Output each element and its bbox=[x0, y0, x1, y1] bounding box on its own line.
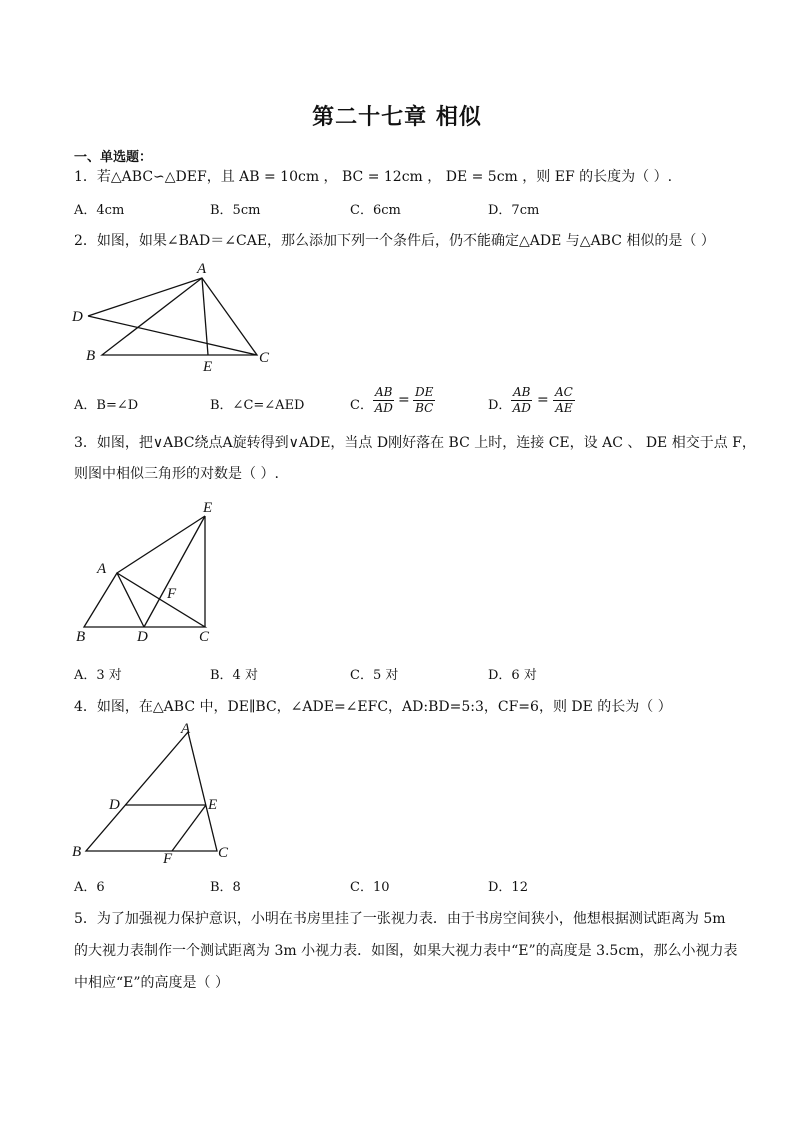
q3-option-c[interactable]: C．5 对 bbox=[350, 668, 399, 683]
question-2-text: 2．如图，如果∠BAD＝∠CAE，那么添加下列一个条件后，仍不能确定△ADE 与△ABC 相似的是（ ） bbox=[74, 233, 715, 249]
q4-label-a: A bbox=[181, 721, 191, 737]
q4-triangle-abc bbox=[86, 732, 217, 851]
q2-option-d-fraction-1: $\frac{AB}{AD}$ bbox=[512, 385, 531, 415]
q4-option-b[interactable]: B．8 bbox=[210, 880, 241, 895]
q4-label-f: F bbox=[163, 851, 173, 867]
q2-label-d: D bbox=[72, 309, 83, 325]
q4-option-d[interactable]: D．12 bbox=[488, 880, 528, 895]
q2-segment-ad bbox=[88, 278, 202, 316]
q4-label-e: E bbox=[208, 797, 218, 813]
q1-option-a[interactable]: A．4cm bbox=[74, 203, 125, 218]
q2-option-d-fraction-2: $\frac{AC}{AE}$ bbox=[555, 385, 573, 415]
q4-label-d: D bbox=[109, 797, 120, 813]
q4-label-c: C bbox=[218, 845, 229, 861]
q2-label-a: A bbox=[197, 261, 207, 277]
question-3-line-2: 则图中相似三角形的对数是（ ）. bbox=[74, 466, 279, 482]
question-5-line-3: 中相应“E”的高度是（ ） bbox=[74, 975, 229, 991]
q4-option-a[interactable]: A．6 bbox=[74, 880, 105, 895]
q2-segment-dc bbox=[88, 316, 257, 355]
q3-figure bbox=[60, 495, 250, 645]
q2-label-b: B bbox=[86, 348, 96, 364]
q4-figure bbox=[60, 718, 240, 868]
q1-option-b[interactable]: B．5cm bbox=[210, 203, 261, 218]
q2-triangle-abc bbox=[102, 278, 257, 355]
q3-segment-de bbox=[144, 516, 205, 627]
section-heading: 一、单选题： bbox=[74, 150, 153, 165]
question-4-text: 4．如图，在△ABC 中，DE∥BC，∠ADE=∠EFC，AD:BD=5:3，CF=6，则 DE 的长为（ ） bbox=[74, 699, 672, 715]
q4-option-c[interactable]: C．10 bbox=[350, 880, 390, 895]
q2-figure bbox=[60, 255, 290, 375]
q4-label-b: B bbox=[72, 844, 82, 860]
q2-label-c: C bbox=[259, 350, 270, 366]
question-3-line-1: 3．如图，把∨ABC绕点A旋转得到∨ADE，当点 D刚好落在 BC 上时，连接 CE，设 AC 、 DE 相交于点 F， bbox=[74, 435, 756, 451]
q1-option-c[interactable]: C．6cm bbox=[350, 203, 401, 218]
page-title: 第二十七章 相似 bbox=[312, 105, 482, 130]
question-1-text: 1．若△ABC∽△DEF，且 AB = 10cm ， BC = 12cm ， DE = 5cm ，则 EF 的长度为（ ）. bbox=[74, 169, 673, 185]
q3-segment-ae bbox=[117, 516, 205, 573]
q2-option-c-fraction-1: $\frac{AB}{AD}$ bbox=[374, 385, 393, 415]
q2-option-c-equals: = bbox=[398, 392, 410, 408]
q2-option-c[interactable]: C． bbox=[350, 398, 373, 413]
q3-triangle-abc bbox=[84, 573, 205, 627]
q3-option-a[interactable]: A．3 对 bbox=[74, 668, 122, 683]
q3-label-d: D bbox=[137, 629, 148, 645]
q3-label-a: A bbox=[97, 561, 107, 577]
q2-option-d[interactable]: D． bbox=[488, 398, 512, 413]
q3-option-d[interactable]: D．6 对 bbox=[488, 668, 537, 683]
q3-label-f: F bbox=[167, 586, 177, 602]
question-5-line-1: 5．为了加强视力保护意识，小明在书房里挂了一张视力表．由于书房空间狭小，他想根据测试距离为 5m bbox=[74, 911, 726, 927]
q3-label-c: C bbox=[199, 629, 210, 645]
q4-segment-ef bbox=[172, 805, 206, 851]
q3-option-b[interactable]: B．4 对 bbox=[210, 668, 258, 683]
q2-option-c-fraction-2: $\frac{DE}{BC}$ bbox=[415, 385, 434, 415]
q1-option-d[interactable]: D．7cm bbox=[488, 203, 540, 218]
q3-label-b: B bbox=[76, 629, 86, 645]
q3-label-e: E bbox=[203, 500, 213, 516]
question-5-line-2: 的大视力表制作一个测试距离为 3m 小视力表．如图，如果大视力表中“E”的高度是 3.5cm，那么小视力表 bbox=[74, 943, 738, 959]
q2-label-e: E bbox=[203, 359, 213, 375]
q2-option-d-equals: = bbox=[537, 392, 549, 408]
q2-option-b[interactable]: B．∠C=∠AED bbox=[210, 398, 305, 413]
q2-option-a[interactable]: A．B=∠D bbox=[74, 398, 139, 413]
